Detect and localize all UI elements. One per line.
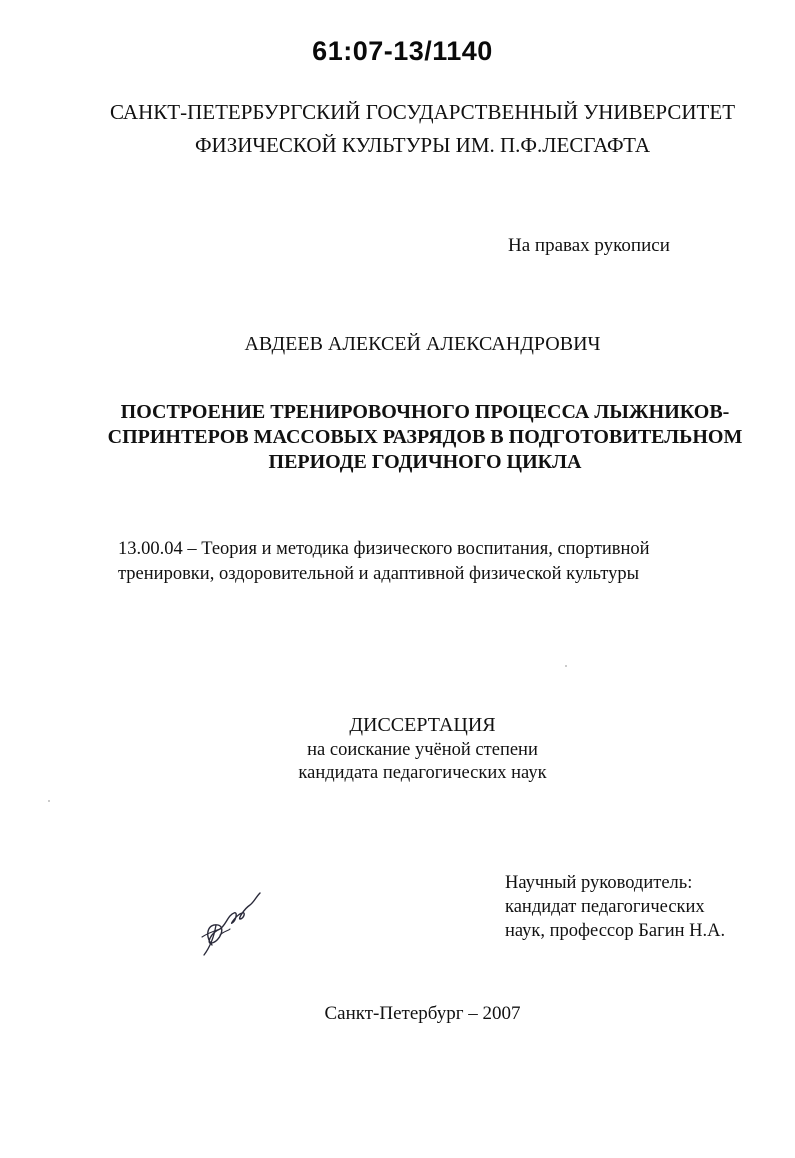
manuscript-rights-note: На правах рукописи xyxy=(508,235,670,256)
title-line: ПОСТРОЕНИЕ ТРЕНИРОВОЧНОГО ПРОЦЕССА ЛЫЖНИКОВ- xyxy=(120,401,730,423)
supervisor-line: наук, профессор Багин Н.А. xyxy=(505,921,726,941)
specialty-line: 13.00.04 – Теория и методика физического воспитания, спортивной xyxy=(118,539,650,559)
supervisor-line: кандидат педагогических xyxy=(505,897,705,917)
title-line: ПЕРИОДЕ ГОДИЧНОГО ЦИКЛА xyxy=(268,451,582,473)
title-line: СПРИНТЕРОВ МАССОВЫХ РАЗРЯДОВ В ПОДГОТОВИТЕЛЬНОМ xyxy=(107,426,743,448)
catalog-number: 61:07-13/1140 xyxy=(312,36,493,66)
scan-speck xyxy=(565,665,567,667)
scan-speck xyxy=(48,800,50,802)
city-and-year: Санкт-Петербург – 2007 xyxy=(324,1003,521,1024)
author-name: АВДЕЕВ АЛЕКСЕЙ АЛЕКСАНДРОВИЧ xyxy=(244,333,601,355)
specialty-line: тренировки, оздоровительной и адаптивной физической культуры xyxy=(118,564,640,584)
dissertation-title xyxy=(95,400,755,475)
scientific-supervisor xyxy=(505,871,765,943)
university-name-line-2: ФИЗИЧЕСКОЙ КУЛЬТУРЫ ИМ. П.Ф.ЛЕСГАФТА xyxy=(194,133,651,157)
supervisor-line: Научный руководитель: xyxy=(505,873,693,893)
specialty-code xyxy=(118,537,678,587)
degree-line-2: кандидата педагогических наук xyxy=(298,763,547,783)
dissertation-heading: ДИССЕРТАЦИЯ xyxy=(349,714,496,736)
handwritten-signature xyxy=(190,885,270,960)
university-name-line-1: САНКТ-ПЕТЕРБУРГСКИЙ ГОСУДАРСТВЕННЫЙ УНИВЕРСИТЕТ xyxy=(109,100,736,124)
degree-line-1: на соискание учёной степени xyxy=(307,740,538,760)
